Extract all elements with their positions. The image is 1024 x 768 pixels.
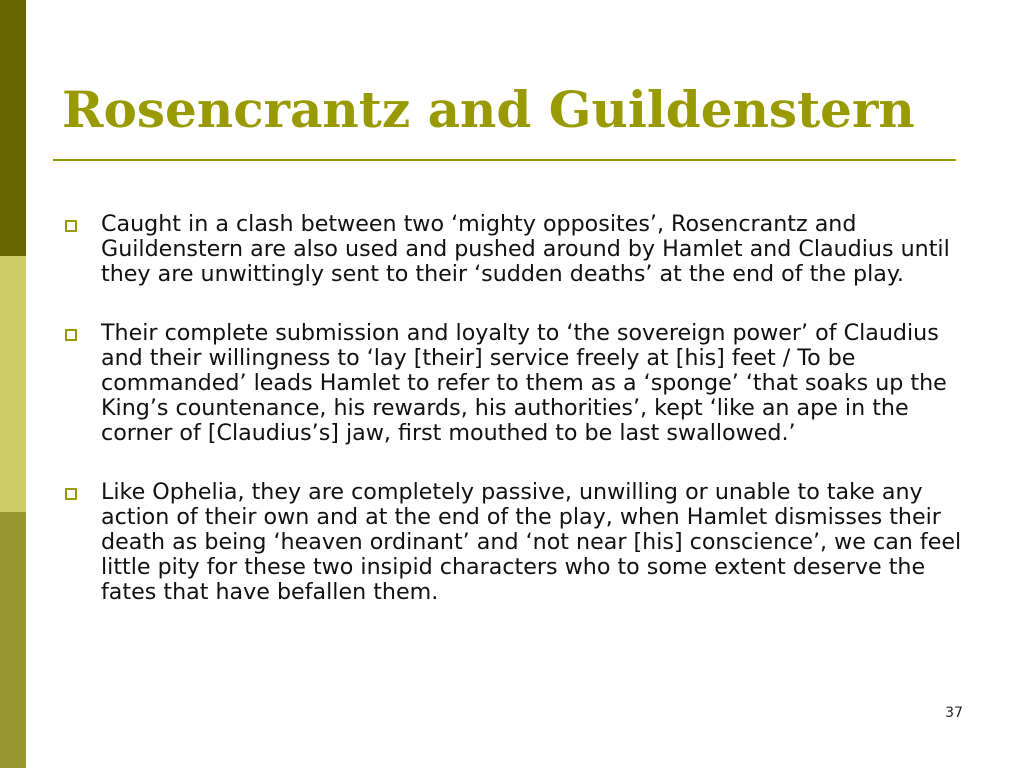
bullet-item (62, 321, 962, 447)
page-number: 37 (945, 705, 963, 721)
sidebar-band-middle (0, 256, 26, 512)
bullet-text: Caught in a clash between two ‘mighty opposites’, Rosencrantz and Guildenstern are also used and pushed around by Hamlet and Claudius until they are unwittingly sent to their ‘sudden deaths’ at the end of the play. (101, 211, 950, 288)
square-bullet-icon (65, 329, 77, 341)
bullet-text: Their complete submission and loyalty to ‘the sovereign power’ of Claudius and their willingness to ‘lay [their] service freely at [his] feet / To be commanded’ leads Hamlet to refer to them as a ‘sponge’ ‘that soaks up the King’s countenance, his rewards, his authorities’, kept ‘like an ape in the corner of [Claudius’s] jaw, first mouthed to be last swallowed.’ (101, 319, 947, 447)
title-underline (53, 159, 956, 161)
bullet-item (62, 212, 962, 288)
bullet-text: Like Ophelia, they are completely passive, unwilling or unable to take any action of their own and at the end of the play, when Hamlet dismisses their death as being ‘heaven ordinant’ and ‘not near [his] conscience’, we can feel little pity for these two insipid characters who to some extent deserve the fates that have befallen them. (101, 478, 962, 606)
bullet-list (62, 212, 962, 606)
square-bullet-icon (65, 488, 77, 500)
sidebar-band-bottom (0, 512, 26, 768)
slide-title: Rosencrantz and Guildenstern (62, 80, 915, 139)
square-bullet-icon (65, 220, 77, 232)
sidebar-band-top (0, 0, 26, 256)
bullet-item (62, 480, 962, 606)
